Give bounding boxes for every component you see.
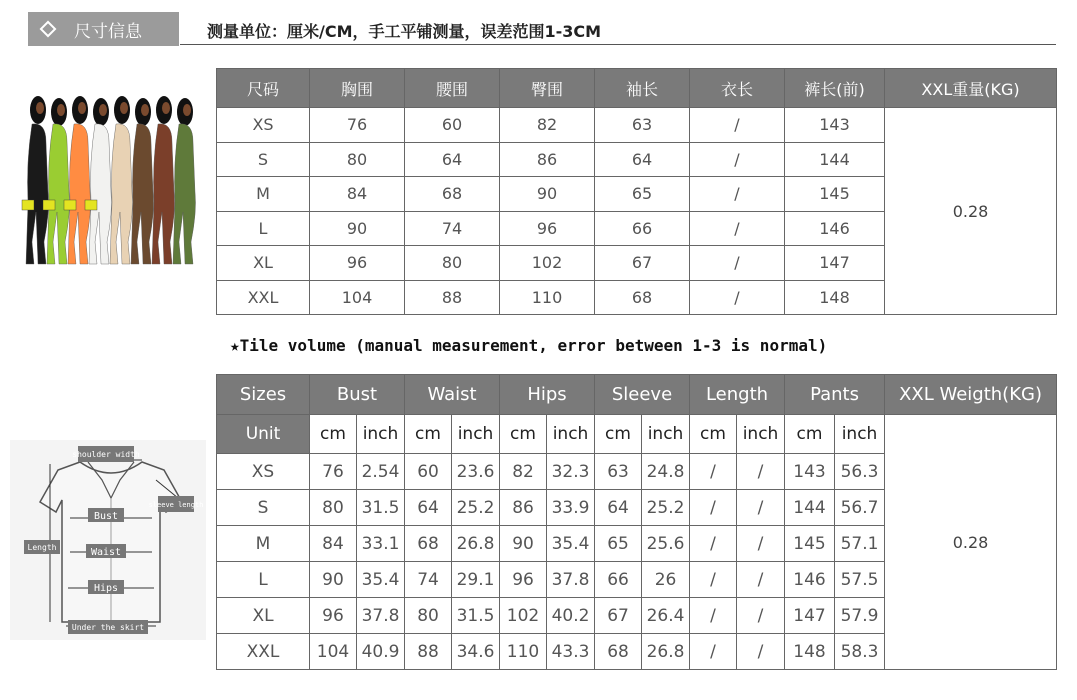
- model-figure: [22, 96, 49, 264]
- table-cell: /: [690, 246, 785, 281]
- handbag: [64, 200, 76, 210]
- table-cell: 146: [785, 562, 835, 598]
- table-cell: 64: [595, 490, 642, 526]
- table-cell: 25.6: [642, 526, 690, 562]
- col-weight-cn: XXL重量(KG): [885, 69, 1057, 108]
- table-cell: 35.4: [547, 526, 595, 562]
- table-cell: 80: [310, 142, 405, 177]
- bust-label: Bust: [93, 511, 119, 522]
- table-cell: S: [217, 490, 310, 526]
- table-cell: 24.8: [642, 454, 690, 490]
- handbag: [22, 200, 34, 210]
- table-cell: 57.5: [835, 562, 885, 598]
- table-cell: 145: [785, 526, 835, 562]
- table-cell: 102: [500, 246, 595, 281]
- table-cell: 104: [310, 634, 357, 670]
- col-bust-cn: 胸围: [310, 69, 405, 108]
- waist-label: Waist: [90, 547, 122, 558]
- table-cell: 68: [405, 177, 500, 212]
- table-cell: 60: [405, 454, 452, 490]
- table-cell: 64: [405, 490, 452, 526]
- table-cell: 96: [310, 598, 357, 634]
- col-length-en: Length: [690, 375, 785, 415]
- handbag: [43, 200, 55, 210]
- col-weight-en: XXL Weigth(KG): [885, 375, 1057, 415]
- table-cell: /: [737, 562, 785, 598]
- unit-cell: cm: [595, 415, 642, 454]
- unit-cell: cm: [690, 415, 737, 454]
- table-cell: 88: [405, 280, 500, 315]
- table-cell: /: [737, 634, 785, 670]
- unit-cell: inch: [357, 415, 405, 454]
- unit-cell: cm: [785, 415, 835, 454]
- table-cell: 25.2: [452, 490, 500, 526]
- table-cell: 68: [405, 526, 452, 562]
- table-cell: /: [690, 454, 737, 490]
- table-cell: 110: [500, 634, 547, 670]
- table-cell: XXL: [217, 280, 310, 315]
- col-sleeve-cn: 袖长: [595, 69, 690, 108]
- size-table-en: [216, 374, 1057, 670]
- col-sizes-en: Sizes: [217, 375, 310, 415]
- table-cell: 74: [405, 211, 500, 246]
- length-label: Length: [27, 543, 57, 552]
- table-cell: 82: [500, 454, 547, 490]
- table-cell: 37.8: [357, 598, 405, 634]
- table-cell: 144: [785, 142, 885, 177]
- table-cell: 145: [785, 177, 885, 212]
- table-cell: /: [690, 562, 737, 598]
- table-cell: 63: [595, 108, 690, 143]
- table-cell: 96: [500, 562, 547, 598]
- table-cell: 25.2: [642, 490, 690, 526]
- unit-label: Unit: [217, 415, 310, 454]
- table-cell: /: [690, 526, 737, 562]
- table-cell: 82: [500, 108, 595, 143]
- table-cell: /: [737, 454, 785, 490]
- col-pants-cn: 裤长(前): [785, 69, 885, 108]
- col-sleeve-en: Sleeve: [595, 375, 690, 415]
- table-cell: L: [217, 562, 310, 598]
- table-cell: 2.54: [357, 454, 405, 490]
- table-cell: 76: [310, 454, 357, 490]
- table-cell: 143: [785, 108, 885, 143]
- model-figure: [152, 96, 175, 264]
- table-cell: XL: [217, 598, 310, 634]
- shoulder-label: shoulder width: [72, 450, 140, 459]
- model-figure: [173, 98, 196, 264]
- table-cell: 147: [785, 598, 835, 634]
- table-cell: 60: [405, 108, 500, 143]
- sleeve-label: sleeve length: [148, 501, 204, 509]
- table-cell: 57.9: [835, 598, 885, 634]
- table-cell: 40.9: [357, 634, 405, 670]
- table-cell: 86: [500, 142, 595, 177]
- table-cell: M: [217, 526, 310, 562]
- models-photo: [12, 92, 202, 282]
- table-cell: 37.8: [547, 562, 595, 598]
- table-cell: 147: [785, 246, 885, 281]
- table-cell: 110: [500, 280, 595, 315]
- unit-cell: cm: [405, 415, 452, 454]
- table-cell: 26.4: [642, 598, 690, 634]
- table-cell: 67: [595, 598, 642, 634]
- table-cell: XS: [217, 108, 310, 143]
- table-cell: /: [690, 211, 785, 246]
- table-cell: 65: [595, 177, 690, 212]
- table-cell: 23.6: [452, 454, 500, 490]
- table-cell: 35.4: [357, 562, 405, 598]
- unit-cell: inch: [835, 415, 885, 454]
- table-cell: /: [690, 280, 785, 315]
- unit-row: [217, 415, 1057, 454]
- table-cell: 84: [310, 177, 405, 212]
- table-cell: 68: [595, 634, 642, 670]
- table-cell: 68: [595, 280, 690, 315]
- table-cell: 90: [500, 526, 547, 562]
- measurement-diagram: [10, 440, 206, 640]
- table-cell: 40.2: [547, 598, 595, 634]
- table-cell: 26: [642, 562, 690, 598]
- table-cell: XS: [217, 454, 310, 490]
- col-hips-cn: 臀围: [500, 69, 595, 108]
- table-cell: 146: [785, 211, 885, 246]
- unit-cell: inch: [642, 415, 690, 454]
- table-cell: 31.5: [452, 598, 500, 634]
- unit-cell: inch: [737, 415, 785, 454]
- table-cell: 65: [595, 526, 642, 562]
- table-cell: 67: [595, 246, 690, 281]
- table-cell: /: [690, 177, 785, 212]
- table-cell: M: [217, 177, 310, 212]
- table-cell: 56.7: [835, 490, 885, 526]
- measurement-note: 测量单位：厘米/CM，手工平铺测量，误差范围1-3CM: [207, 22, 602, 41]
- table-cell: 90: [310, 211, 405, 246]
- col-size-cn: 尺码: [217, 69, 310, 108]
- table-cell: 33.1: [357, 526, 405, 562]
- table-cell: 34.6: [452, 634, 500, 670]
- table-cell: 64: [595, 142, 690, 177]
- table-cell: 84: [310, 526, 357, 562]
- tile-volume-note: ★Tile volume (manual measurement, error between 1-3 is normal): [230, 336, 828, 355]
- header-divider: [180, 44, 1056, 45]
- table-cell: 64: [405, 142, 500, 177]
- table-cell: /: [690, 142, 785, 177]
- table-cell: 144: [785, 490, 835, 526]
- table-cell: 33.9: [547, 490, 595, 526]
- table-cell: S: [217, 142, 310, 177]
- table-cell: /: [690, 490, 737, 526]
- table-cell: /: [690, 598, 737, 634]
- table-row: [217, 108, 1057, 143]
- table-cell: 66: [595, 562, 642, 598]
- table-cell: 26.8: [452, 526, 500, 562]
- handbag: [85, 200, 97, 210]
- size-info-tab: [28, 12, 179, 46]
- table-cell: 102: [500, 598, 547, 634]
- table-cell: 43.3: [547, 634, 595, 670]
- table-cell: 80: [310, 490, 357, 526]
- xxl-weight-value: 0.28: [885, 415, 1057, 670]
- col-waist-en: Waist: [405, 375, 500, 415]
- col-hips-en: Hips: [500, 375, 595, 415]
- table-cell: 80: [405, 246, 500, 281]
- table-cell: 58.3: [835, 634, 885, 670]
- unit-cell: inch: [547, 415, 595, 454]
- table-cell: 90: [310, 562, 357, 598]
- table-cell: 66: [595, 211, 690, 246]
- table-cell: 56.3: [835, 454, 885, 490]
- model-figure: [131, 98, 154, 264]
- table-cell: /: [690, 108, 785, 143]
- unit-cell: cm: [310, 415, 357, 454]
- table-cell: 96: [500, 211, 595, 246]
- col-length-cn: 衣长: [690, 69, 785, 108]
- table-cell: 143: [785, 454, 835, 490]
- diamond-icon: [40, 21, 57, 38]
- table-cell: /: [737, 526, 785, 562]
- col-bust-en: Bust: [310, 375, 405, 415]
- table-cell: 96: [310, 246, 405, 281]
- table-cell: XXL: [217, 634, 310, 670]
- unit-cell: inch: [452, 415, 500, 454]
- table-cell: 86: [500, 490, 547, 526]
- model-figure: [110, 96, 133, 264]
- table-cell: 63: [595, 454, 642, 490]
- table-cell: /: [737, 490, 785, 526]
- unit-cell: cm: [500, 415, 547, 454]
- table-cell: 104: [310, 280, 405, 315]
- table-cell: /: [690, 634, 737, 670]
- table-cell: 88: [405, 634, 452, 670]
- table-cell: L: [217, 211, 310, 246]
- table-cell: XL: [217, 246, 310, 281]
- table-cell: 57.1: [835, 526, 885, 562]
- table-cell: 31.5: [357, 490, 405, 526]
- table-cell: 74: [405, 562, 452, 598]
- table-cell: 90: [500, 177, 595, 212]
- table-cell: 76: [310, 108, 405, 143]
- skirt-label: Under the skirt: [71, 623, 145, 632]
- col-pants-en: Pants: [785, 375, 885, 415]
- xxl-weight-value: 0.28: [885, 108, 1057, 315]
- col-waist-cn: 腰围: [405, 69, 500, 108]
- size-info-label: 尺寸信息: [74, 21, 142, 42]
- hips-label: Hips: [93, 583, 119, 594]
- table-cell: /: [737, 598, 785, 634]
- table-cell: 80: [405, 598, 452, 634]
- table-cell: 148: [785, 280, 885, 315]
- table-cell: 32.3: [547, 454, 595, 490]
- table-cell: 26.8: [642, 634, 690, 670]
- table-cell: 29.1: [452, 562, 500, 598]
- size-table-cn: [216, 68, 1057, 315]
- table-cell: 148: [785, 634, 835, 670]
